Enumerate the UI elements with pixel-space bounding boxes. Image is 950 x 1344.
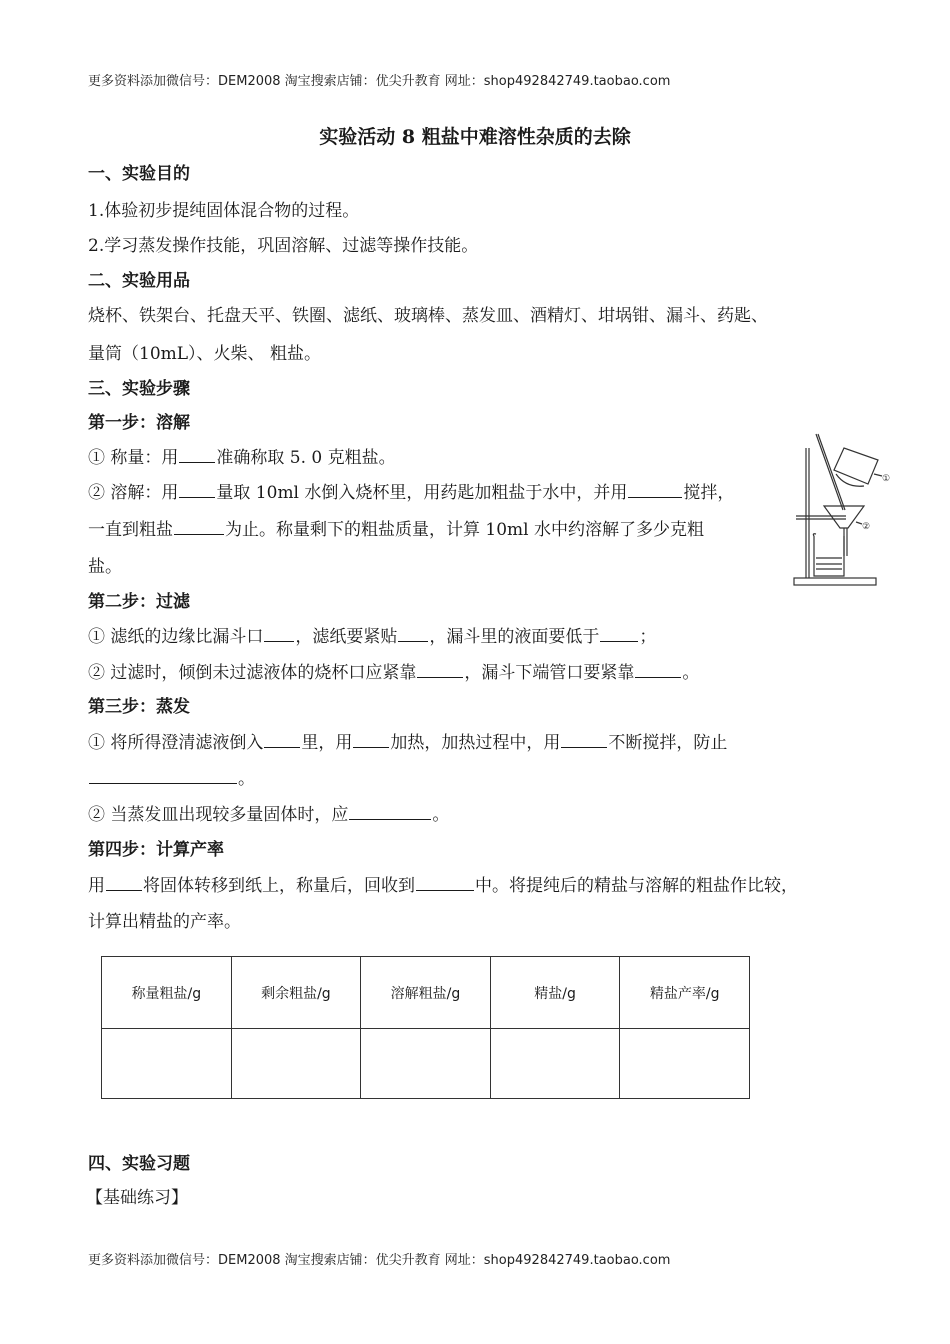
section4-heading: 四、实验习题 — [88, 1154, 190, 1174]
step3-l1-text-a: ① 将所得澄清滤液倒入 — [88, 733, 264, 753]
step1-l3-text-a: 一直到粗盐 — [88, 520, 173, 540]
section1-item1: 1.体验初步提纯固体混合物的过程。 — [88, 201, 360, 221]
section2-heading: 二、实验用品 — [88, 271, 190, 291]
table-header-cell: 剩余粗盐/g — [231, 957, 361, 1029]
blank[interactable] — [349, 803, 431, 820]
step4-line1 — [88, 874, 798, 897]
step4-heading: 第四步：计算产率 — [88, 840, 224, 860]
step3-l3-text-a: ② 当蒸发皿出现较多量固体时，应 — [88, 805, 349, 825]
blank[interactable] — [179, 481, 215, 498]
section3-heading: 三、实验步骤 — [88, 379, 190, 399]
section2-line2: 量筒（10mL）、火柴、 粗盐。 — [88, 344, 321, 364]
blank[interactable] — [561, 731, 607, 748]
step4-l1-text-b: 将固体转移到纸上，称量后，回收到 — [143, 876, 415, 896]
blank[interactable] — [264, 625, 294, 642]
blank[interactable] — [416, 874, 474, 891]
step2-l2-text-c: 。 — [682, 663, 700, 683]
table-cell[interactable] — [102, 1029, 232, 1099]
figure-label-1: ① — [882, 474, 891, 484]
table-header-row — [102, 957, 750, 1029]
blank[interactable] — [600, 625, 638, 642]
step3-l1-text-d: 不断搅拌，防止 — [608, 733, 728, 753]
step3-line2 — [88, 767, 255, 790]
step3-l1-text-c: 加热，加热过程中，用 — [390, 733, 561, 753]
step2-line1 — [88, 625, 656, 648]
step1-l2-text-a: ② 溶解：用 — [88, 483, 179, 503]
step4-l1-text-a: 用 — [88, 876, 105, 896]
blank[interactable] — [417, 661, 463, 678]
step2-l1-text-b: ，滤纸要紧贴 — [295, 627, 398, 647]
step3-l2-text: 。 — [238, 769, 255, 789]
blank[interactable] — [174, 518, 224, 535]
results-table — [101, 956, 750, 1099]
step2-heading: 第二步：过滤 — [88, 592, 190, 612]
section4-subheading: 【基础练习】 — [86, 1188, 188, 1208]
step1-heading: 第一步：溶解 — [88, 413, 190, 433]
step1-l3-text-b: 为止。称量剩下的粗盐质量，计算 10ml 水中约溶解了多少克粗 — [225, 520, 704, 540]
blank[interactable] — [353, 731, 389, 748]
figure-label-2: ② — [862, 522, 871, 532]
step2-l1-text-d: ； — [639, 627, 657, 647]
blank[interactable] — [89, 767, 237, 784]
blank[interactable] — [628, 481, 682, 498]
step4-l1-text-c: 中。将提纯后的精盐与溶解的粗盐作比较， — [475, 876, 798, 896]
step1-l2-text-c: 搅拌， — [683, 483, 735, 503]
page-title: 实验活动 8 粗盐中难溶性杂质的去除 — [319, 126, 631, 148]
step1-line1 — [88, 446, 396, 469]
step3-heading: 第三步：蒸发 — [88, 697, 190, 717]
filtration-apparatus-figure — [786, 428, 896, 593]
step1-l2-text-b: 量取 10ml 水倒入烧杯里，用药匙加粗盐于水中，并用 — [216, 483, 628, 503]
step4-line2: 计算出精盐的产率。 — [88, 912, 241, 932]
blank[interactable] — [106, 874, 142, 891]
table-cell[interactable] — [490, 1029, 620, 1099]
section1-heading: 一、实验目的 — [88, 164, 190, 184]
footer-note: 更多资料添加微信号：DEM2008 淘宝搜索店铺：优尖升教育 网址：shop492842749.taobao.com — [88, 1253, 671, 1268]
step3-line1 — [88, 731, 727, 754]
blank[interactable] — [398, 625, 428, 642]
header-note: 更多资料添加微信号：DEM2008 淘宝搜索店铺：优尖升教育 网址：shop492842749.taobao.com — [88, 74, 671, 89]
step2-l1-text-c: ，漏斗里的液面要低于 — [429, 627, 600, 647]
step2-line2 — [88, 661, 699, 684]
blank[interactable] — [179, 446, 215, 463]
step1-l1-text-b: 准确称取 5. 0 克粗盐。 — [216, 448, 396, 468]
table-header-cell: 精盐/g — [490, 957, 620, 1029]
step2-l2-text-b: ，漏斗下端管口要紧靠 — [464, 663, 635, 683]
section1-item2: 2.学习蒸发操作技能，巩固溶解、过滤等操作技能。 — [88, 236, 479, 256]
step1-line4: 盐。 — [88, 557, 122, 577]
step1-line2 — [88, 481, 734, 504]
section2-line1: 烧杯、铁架台、托盘天平、铁圈、滤纸、玻璃棒、蒸发皿、酒精灯、坩埚钳、漏斗、药匙、 — [88, 306, 768, 326]
blank[interactable] — [635, 661, 681, 678]
table-cell[interactable] — [620, 1029, 750, 1099]
table-cell[interactable] — [231, 1029, 361, 1099]
table-header-cell: 称量粗盐/g — [102, 957, 232, 1029]
step2-l1-text-a: ① 滤纸的边缘比漏斗口 — [88, 627, 264, 647]
table-header-cell: 精盐产率/g — [620, 957, 750, 1029]
step3-line3 — [88, 803, 449, 826]
step3-l1-text-b: 里，用 — [301, 733, 353, 753]
step3-l3-text-b: 。 — [432, 805, 450, 825]
blank[interactable] — [264, 731, 300, 748]
table-cell[interactable] — [361, 1029, 491, 1099]
table-row — [102, 1029, 750, 1099]
step2-l2-text-a: ② 过滤时，倾倒未过滤液体的烧杯口应紧靠 — [88, 663, 417, 683]
step1-l1-text-a: ① 称量：用 — [88, 448, 179, 468]
table-header-cell: 溶解粗盐/g — [361, 957, 491, 1029]
step1-line3 — [88, 518, 704, 541]
